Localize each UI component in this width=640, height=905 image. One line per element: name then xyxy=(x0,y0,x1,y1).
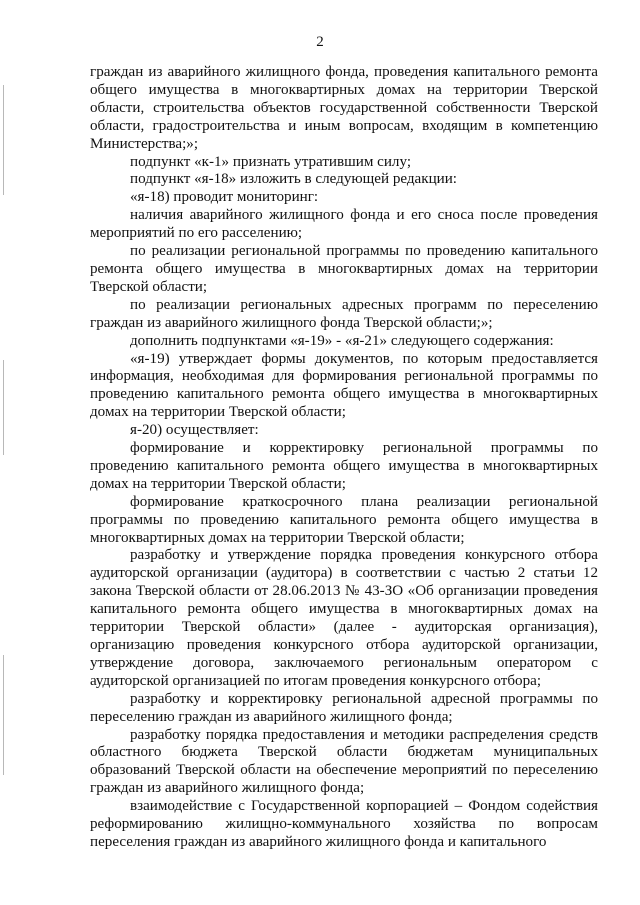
paragraph: взаимодействие с Государственной корпорацией – Фондом содействия реформированию жилищно-коммунального хозяйства по вопросам переселения граждан из аварийного жилищного фонда и капитального xyxy=(90,798,598,850)
paragraph: формирование краткосрочного плана реализации региональной программы по проведению капитального ремонта общего имущества в многоквартирных домах на территории Тверской области; xyxy=(90,493,598,546)
scan-edge-mark xyxy=(3,655,4,775)
document-text xyxy=(90,64,598,852)
paragraph: по реализации региональных адресных программ по переселению граждан из аварийного жилищного фонда Тверской области;»; xyxy=(90,296,598,331)
paragraph: формирование и корректировку региональной программы по проведению капитального ремонта общего имущества в многоквартирных домах на территории Тверской области; xyxy=(90,440,598,492)
paragraph: граждан из аварийного жилищного фонда, проведения капитального ремонта общего имущества в многоквартирных домах на территории Тверской области, строительства объектов государственной собственности Тверской области, градостроительства и иным вопросам, входящим в компетенцию Министерства;»; xyxy=(90,64,598,152)
paragraph: подпункт «я-18» изложить в следующей редакции: xyxy=(130,171,457,188)
paragraph: «я-18) проводит мониторинг: xyxy=(130,189,319,206)
paragraph: по реализации региональной программы по проведению капитального ремонта общего имущества в многоквартирных домах на территории Тверской области; xyxy=(90,243,598,295)
paragraph: дополнить подпунктами «я-19» - «я-21» следующего содержания: xyxy=(130,332,554,349)
paragraph: наличия аварийного жилищного фонда и его сноса после проведения мероприятий по его расселению; xyxy=(90,207,598,242)
paragraph: я-20) осуществляет: xyxy=(130,422,259,439)
scan-edge-mark xyxy=(3,85,4,195)
paragraph: «я-19) утверждает формы документов, по которым предоставляется информация, необходимая для формирования региональной программы по проведению капитального ремонта общего имущества в многоквартирных домах на территории Тверской области; xyxy=(90,350,598,421)
page-number: 2 xyxy=(316,34,324,50)
paragraph: разработку и корректировку региональной адресной программы по переселению граждан из аварийного жилищного фонда; xyxy=(90,690,598,725)
paragraph: разработку и утверждение порядка проведения конкурсного отбора аудиторской организации (аудитора) в соответствии с частью 2 статьи 12 закона Тверской области от 28.06.2013 № 43-ЗО «Об организации проведения капитального ремонта общего имущества в многоквартирных домах на территории Тверской области» (далее - аудиторская организация), организацию проведения конкурсного отбора аудиторской организации, утверждение договора, заключаемого региональным оператором с аудиторской организацией по итогам проведения конкурсного отбора; xyxy=(90,547,598,689)
paragraph: разработку порядка предоставления и методики распределения средств областного бюджета Тверской области бюджетам муниципальных образований Тверской области на обеспечение мероприятий по переселению граждан из аварийного жилищного фонда; xyxy=(90,726,598,797)
scan-edge-mark xyxy=(3,360,4,455)
paragraph: подпункт «к-1» признать утратившим силу; xyxy=(130,153,412,170)
